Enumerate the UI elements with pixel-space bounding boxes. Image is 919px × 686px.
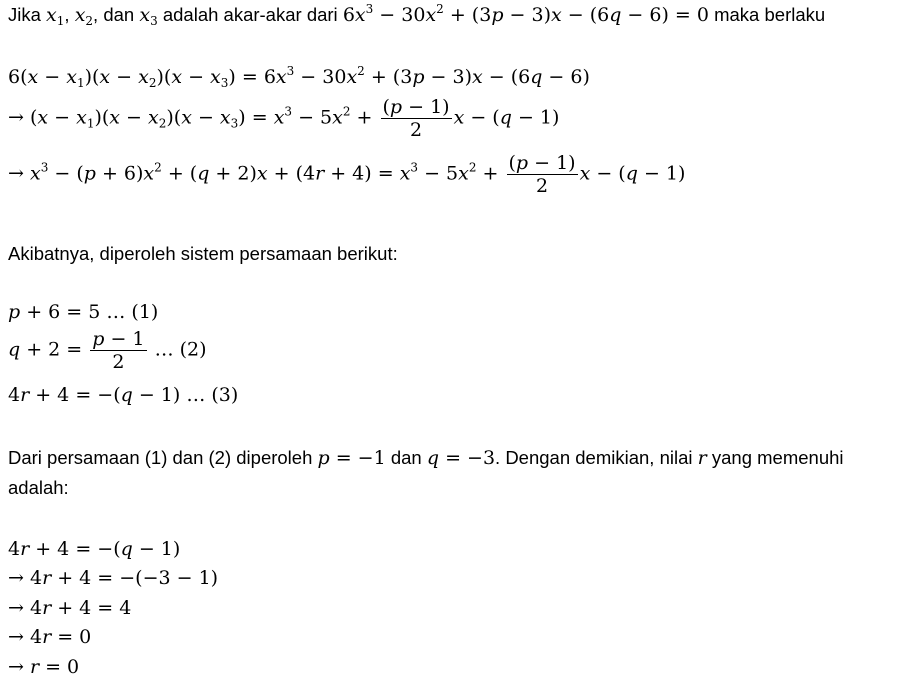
solution-step-3: → 4r + 4 = 4 [8,597,132,619]
solution-step-2: → 4r + 4 = −(−3 − 1) [8,567,219,589]
q-value: q = −3 [426,447,496,469]
solution-step-4: → 4r = 0 [8,626,92,648]
root-x1: $x_1$ [46,4,65,28]
p-value: p = −1 [317,447,386,469]
conclusion-text-a: Dari persamaan (1) dan (2) diperoleh [8,447,313,468]
conclusion-line-1 [8,447,844,469]
conclusion-conj: dan [390,447,422,468]
derivation-line-2: → $(x - x_1)(x - x_2)(x - x_3) = x^3 - 5x^2$ + $\frac{(p - 1)}{2}$ x − (q − 1) [8,96,560,141]
derivation-line-1: $6(x - x_1)(x - x_2)(x - x_3) = 6x^3 - 30x^2 + (3p - 3)x - (6q - 6)$ [8,64,590,90]
intro-suffix: maka berlaku [714,4,826,25]
solution-step-1: 4r + 4 = −(q − 1) [8,538,181,560]
system-eq-3: 4r + 4 = −(q − 1) … (3) [8,384,239,406]
conclusion-text-c: yang memenuhi [711,447,844,468]
intro-prefix: Jika [8,4,41,25]
solution-step-5: → r = 0 [8,656,80,678]
conclusion-line-2: adalah: [8,477,69,498]
cubic-equation: $6x^3 - 30x^2 + (3p - 3)x - (6q - 6) = 0$ [342,2,709,26]
fraction-p-minus-1-over-2: $\frac{(p - 1)}{2}$ [382,96,450,141]
fraction-p-minus-1-over-2: $\frac{(p - 1)}{2}$ [508,152,576,197]
fraction-eq2: $\frac{p - 1}{2}$ [92,328,145,373]
root-x2: $x_2$ [74,4,94,28]
root-x3: $x_3$ [139,4,158,28]
intro-line: Jika $x_1$, $x_2$, dan $x_3$ adalah akar-akar dari $6x^3 - 30x^2 + (3p - 3)x - (6q - 6) = 0$ maka berlaku [8,2,826,28]
derivation-line-3: → $x^3 - (p + 6)x^2 + (q + 2)x + (4r + 4) = x^3 - 5x^2$ + $\frac{(p - 1)}{2}$ x − (q − 1) [8,152,686,197]
intro-text2: adalah akar-akar dari [162,4,338,25]
system-heading: Akibatnya, diperoleh sistem persamaan berikut: [8,243,398,264]
variable-r: r [697,447,707,469]
conclusion-text-b: . Dengan demikian, nilai [495,447,693,468]
system-eq-1: p + 6 = 5 … (1) [8,301,159,323]
system-eq-2: q + 2 = $\frac{p - 1}{2}$ … (2) [8,328,207,373]
